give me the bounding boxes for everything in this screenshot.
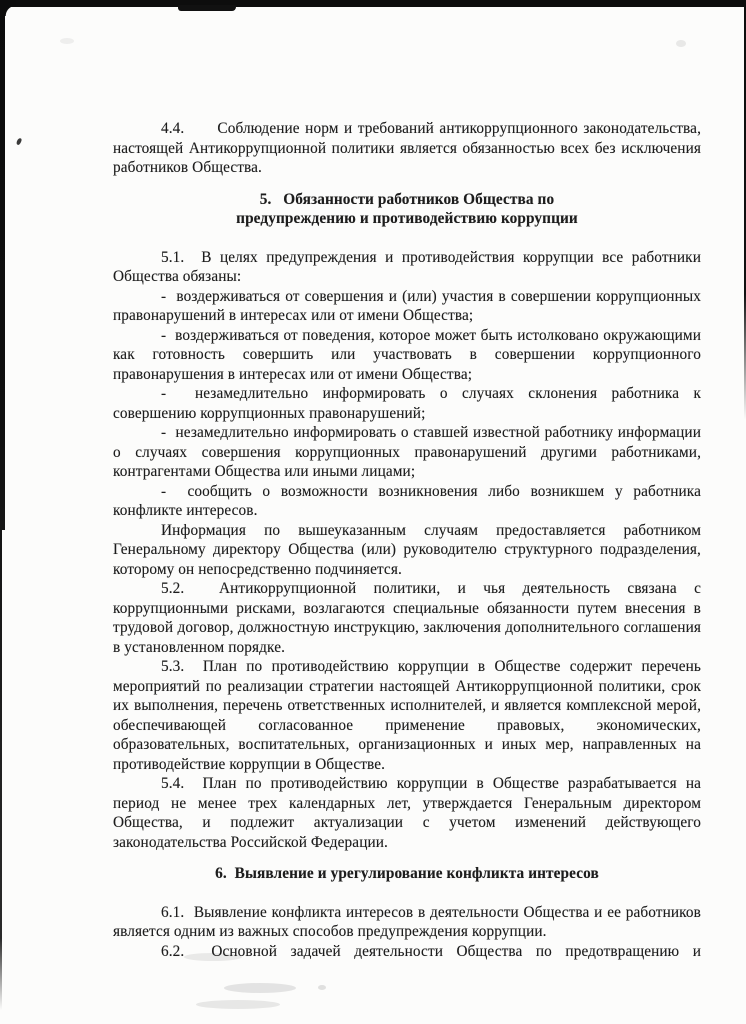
paragraph-information-reporting: Информация по вышеуказанным случаям предоставляется работником Генеральному директору Общества (или) руководителю структурного подразделения, которому он непосредственно подчиняется. xyxy=(113,521,701,578)
section-5-heading xyxy=(113,190,701,229)
paragraph-5-4: 5.4. План по противодействию коррупции в Обществе разрабатывается на период не менее трех календарных лет, утверждается Генеральным директором Общества, и подлежит актуализации с учетом изменений действующего законодательства Российской Федерации. xyxy=(113,775,701,851)
section-5-heading-line-2: предупреждению и противодействию коррупции xyxy=(236,210,578,227)
paragraph-5-1: 5.1. В целях предупреждения и противодействия коррупции все работники Общества обязаны: xyxy=(113,248,701,285)
paragraph-6-1: 6.1. Выявление конфликта интересов в деятельности Общества и ее работников является одним из важных способов предупреждения коррупции. xyxy=(113,903,701,940)
paragraph-5-3: 5.3. План по противодействию коррупции в Обществе содержит перечень мероприятий по реализации стратегии настоящей Антикоррупционной политики, срок их выполнения, перечень ответственных исполнителей, и является комплексной мерой, обеспечивающей согласованное применение правовых, экономических, образовательных, воспитательных, организационных и иных мер, направленных на противодействие коррупции в Обществе. xyxy=(113,658,701,773)
section-6-heading: 6. Выявление и урегулирование конфликта интересов xyxy=(215,865,599,882)
scan-smudge xyxy=(224,983,296,993)
scan-smudge xyxy=(196,1000,280,1009)
list-item-refrain-committing: - воздерживаться от совершения и (или) участия в совершении коррупционных правонарушений в интересах или от имени Общества; xyxy=(113,287,701,324)
scan-smudge xyxy=(318,985,326,990)
section-5-heading-line-1: 5. Обязанности работников Общества по xyxy=(259,190,555,208)
list-item-report-conflict-of-interest: - сообщить о возможности возникновения либо возникшем у работника конфликте интересов. xyxy=(113,482,701,519)
list-item-report-inducement: - незамедлительно информировать о случаях склонения работника к совершению коррупционных правонарушений; xyxy=(113,385,701,422)
scan-edge-left-lower xyxy=(0,530,2,1010)
scan-smudge xyxy=(60,38,74,44)
scan-smudge xyxy=(676,40,686,47)
document-text-column xyxy=(113,119,701,961)
ink-speck xyxy=(16,137,23,145)
scan-corner-top-left xyxy=(0,0,16,16)
paragraph-5-2: 5.2. Антикоррупционной политики, и чья деятельность связана с коррупционными рисками, возлагаются специальные обязанности путем внесения в трудовой договор, должностную инструкцию, заключения дополнительного соглашения в установленном порядке. xyxy=(113,580,701,656)
list-item-report-known-information: - незамедлительно информировать о ставшей известной работнику информации о случаях совершения коррупционных правонарушений другими работниками, контрагентами Общества или иными лицами; xyxy=(113,424,701,480)
scan-edge-top xyxy=(0,0,746,7)
list-item-refrain-behavior: - воздерживаться от поведения, которое может быть истолковано окружающими как готовность совершить или участвовать в совершении коррупционного правонарушения в интересах или от имени Общества; xyxy=(113,326,701,383)
paragraph-4-4: 4.4. Соблюдение норм и требований антикоррупционного законодательства, настоящей Антикоррупционной политики является обязанностью всех без исключения работников Общества. xyxy=(113,120,701,176)
scan-blotch-top xyxy=(178,5,236,11)
paragraph-6-2-truncated: 6.2. Основной задачей деятельности Общества по предотвращению и xyxy=(161,942,701,960)
scan-edge-left xyxy=(0,0,5,530)
